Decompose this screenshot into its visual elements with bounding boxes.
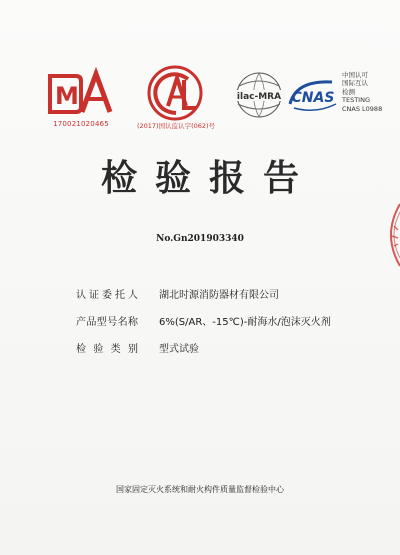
report-info [76,286,376,367]
seal-stamp-icon [378,200,400,270]
report-number: No.Gn201903340 [156,234,244,244]
cnas-line: TESTING [342,96,370,105]
product-value: 6%(S/AR、-15℃)-耐海水/泡沫灭火剂 [159,317,331,328]
svg-text:ilac-MRA: ilac-MRA [236,92,282,102]
cma-code: 170021020465 [53,120,109,128]
cnas-accreditation-text [342,71,398,113]
info-row-client [76,286,376,313]
cnas-line: 检测 [342,87,355,96]
cma-logo-icon [46,66,116,122]
info-row-test-type [76,340,376,367]
test-type-label: 检验类别 [76,344,138,355]
svg-text:M: M [55,82,79,110]
svg-text:CNAS: CNAS [291,90,335,106]
test-type-value: 型式试验 [159,344,199,355]
cnas-logo-icon [286,74,340,114]
info-row-product [76,313,376,340]
client-value: 湖北时源消防器材有限公司 [159,290,279,301]
client-label: 认证委托人 [76,290,138,301]
product-label: 产品型号名称 [76,317,138,328]
ilac-mra-logo-icon [228,70,290,120]
issuing-organization: 国家固定灭火系统和耐火构件质量监督检验中心 [116,485,284,494]
cnas-line: CNAS L0988 [342,104,383,113]
cnas-line: 中国认可 [342,71,368,79]
report-title: 检验报告 [100,158,317,199]
cal-code: (2017)国认监认字(062)号 [136,122,216,130]
cal-logo-icon [146,64,204,122]
cnas-line: 国际互认 [342,79,368,88]
